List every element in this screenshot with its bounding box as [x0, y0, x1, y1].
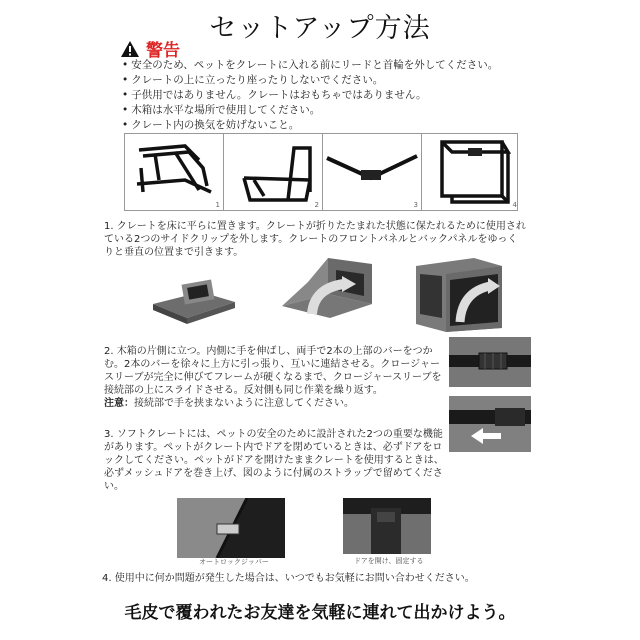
- warning-label: 警告: [146, 41, 180, 61]
- frame-number: 2: [314, 201, 319, 209]
- sleeve-closeup-photo: [449, 337, 531, 387]
- warning-item: • 安全のため、ペットをクレートに入れる前にリードと首輪を外してください。: [122, 58, 498, 73]
- frame-diagram-3: [323, 134, 422, 210]
- step-2-body: 2. 木箱の片側に立つ。内側に手を伸ばし、両手で2本の上部のバーをつかむ。2本のバーを徐々に上方に引っ張り、互いに連結させる。クロージャースリーブが完全に伸びてフレームが硬くなるまで、クロージャースリーブを接続部の上にスライドさせる。反対側も同じ作業を繰り返す。: [104, 346, 442, 396]
- frame-number: 1: [215, 201, 220, 209]
- frame-number: 4: [512, 201, 517, 209]
- slide-sleeve-illustration: [449, 396, 531, 452]
- open-frame-illustration: [422, 134, 520, 210]
- opened-crate-photo: [410, 252, 508, 334]
- page-title: セットアップ方法: [209, 13, 431, 44]
- step-3-text: 3. ソフトクレートには、ペットの安全のために設計された2つの重要な機能があります。ペットがクレート内でドアを閉めているときは、必ずドアをロックしてください。ペットがドアを開けたままクレートを使用するときは、必ずメッシュドアを巻き上げ、図のように付属のストラップで留めてください。: [104, 429, 444, 492]
- warning-icon: [120, 40, 140, 58]
- step-4-text: 4. 使用中に何か問題が発生した場合は、いつでもお気軽にお問い合わせください。: [102, 573, 475, 584]
- warning-item: • クレートの上に立ったり座ったりしないでください。: [122, 73, 498, 88]
- folded-crate-illustration: [143, 262, 243, 332]
- half-open-frame-illustration: [224, 134, 322, 210]
- step-2-text: [104, 345, 442, 410]
- warning-list: [122, 58, 498, 133]
- warning-item: • 木箱は水平な場所で使用してください。: [122, 103, 498, 118]
- door-open-illustration: [343, 498, 431, 554]
- warning-item: • 子供用ではありません。クレートはおもちゃではありません。: [122, 88, 498, 103]
- zipper-photo: [177, 498, 285, 558]
- warning-item: • クレート内の換気を妨げないこと。: [122, 118, 498, 133]
- half-open-crate-illustration: [272, 248, 380, 334]
- bottom-tagline: 毛皮で覆われたお友達を気軽に連れて出かけよう。: [124, 603, 516, 623]
- zipper-illustration: [177, 498, 285, 558]
- step-1-text: 1. クレートを床に平らに置きます。クレートが折りたたまれた状態に保たれるために使用されている2つのサイドクリップを外します。クレートのフロントパネルとバックパネルをゆっくりと垂直の位置まで引きます。: [104, 221, 526, 258]
- frame-diagram-2: [224, 134, 323, 210]
- frame-diagram-1: [125, 134, 224, 210]
- door-caption: ドアを開け、固定する: [354, 557, 424, 565]
- step-2-note: 接続部で手を挟まないように注意してください。: [134, 398, 354, 409]
- slide-sleeve-photo: [449, 396, 531, 452]
- frame-number: 3: [413, 201, 418, 209]
- opened-crate-illustration: [410, 252, 508, 334]
- zipper-caption: オートロックジッパー: [199, 558, 269, 566]
- folded-frame-illustration: [125, 134, 223, 210]
- frame-diagram-4: [422, 134, 520, 210]
- step-2-note-label: 注意：: [104, 398, 134, 409]
- folded-crate-photo: [143, 262, 243, 332]
- door-open-photo: [343, 498, 431, 554]
- half-open-crate-photo: [272, 248, 380, 334]
- joined-bars-illustration: [323, 134, 421, 210]
- sleeve-closeup-illustration: [449, 337, 531, 387]
- frame-diagram-strip: [124, 133, 518, 211]
